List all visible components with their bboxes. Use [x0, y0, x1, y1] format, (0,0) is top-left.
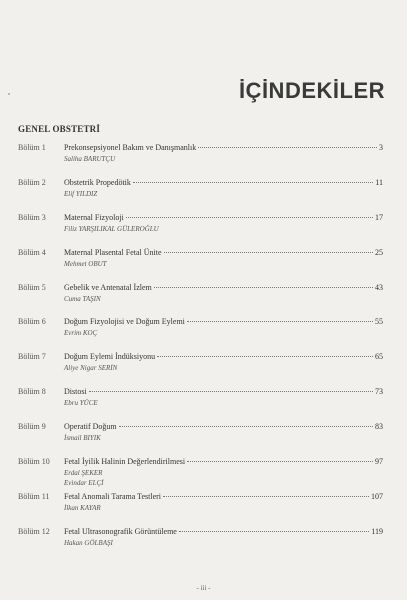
author-list	[64, 468, 103, 488]
chapter-title: Prekonsepsiyonel Bakım ve Danışmanlık	[64, 143, 197, 152]
page-number: 97	[375, 457, 383, 467]
page-number: 11	[375, 177, 383, 187]
toc-entry	[18, 527, 383, 562]
author-name: Evrim KOÇ	[64, 329, 98, 338]
dot-leader	[154, 287, 373, 288]
chapter-label: Bölüm 6	[18, 317, 46, 327]
author-name: Erdal ŞEKER	[64, 469, 103, 478]
author-list	[64, 224, 159, 234]
toc-entry	[18, 283, 383, 318]
dot-leader	[133, 182, 373, 183]
chapter-label: Bölüm 7	[18, 352, 46, 362]
dot-leader	[89, 391, 373, 392]
dot-leader	[187, 461, 373, 462]
chapter-title: Fetal Ultrasonografik Görüntüleme	[64, 526, 177, 536]
toc-entry	[18, 352, 383, 387]
toc-entry	[18, 457, 383, 492]
section-title: GENEL OBSTETRİ	[18, 124, 101, 134]
chapter-label: Bölüm 4	[18, 247, 46, 257]
dot-leader	[198, 147, 377, 148]
page-number: 43	[375, 282, 383, 292]
dot-leader	[157, 356, 373, 357]
author-list	[64, 189, 97, 199]
author-name: İsmail BIYIK	[64, 434, 101, 443]
page-number: 17	[375, 212, 383, 222]
page-number: 25	[375, 247, 383, 257]
page-number: 65	[375, 352, 383, 362]
page-title: İÇİNDEKİLER	[238, 78, 385, 103]
author-name: Elif YILDIZ	[64, 189, 98, 198]
chapter-label: Bölüm 10	[18, 457, 50, 467]
page-number-footer: - iii -	[196, 584, 211, 592]
chapter-label: Bölüm 9	[18, 422, 46, 432]
dot-leader	[163, 496, 369, 497]
dot-leader	[126, 217, 373, 218]
toc-line	[64, 387, 383, 396]
chapter-title: Operatif Doğum	[64, 422, 117, 432]
chapter-title: Doğum Eylemi İndüksiyonu	[64, 352, 156, 362]
toc-line	[64, 213, 383, 222]
toc-line	[64, 492, 383, 501]
scan-speck	[8, 93, 10, 95]
toc-line	[64, 352, 383, 361]
page-number: 55	[375, 317, 383, 327]
chapter-label: Bölüm 3	[18, 212, 46, 222]
toc-line	[64, 178, 383, 187]
toc-line	[64, 457, 383, 466]
chapter-title: Distosi	[64, 387, 87, 397]
author-name: Hakan GÖLBAŞI	[64, 538, 113, 547]
dot-leader	[179, 531, 369, 532]
toc-line	[64, 248, 383, 257]
page-number: 73	[375, 387, 383, 397]
author-list	[64, 259, 107, 269]
author-list	[64, 328, 97, 338]
toc-line	[64, 527, 383, 536]
author-name: Evindar ELÇİ	[64, 479, 104, 488]
author-list	[64, 538, 113, 548]
author-name: Ebru YÜCE	[64, 399, 98, 408]
author-name: Aliye Nigar SERİN	[64, 364, 118, 373]
chapter-label: Bölüm 12	[18, 526, 50, 536]
dot-leader	[164, 252, 373, 253]
chapter-title: Gebelik ve Antenatal İzlem	[64, 282, 152, 292]
toc-entry	[18, 317, 383, 352]
chapter-label: Bölüm 5	[18, 282, 46, 292]
chapter-label: Bölüm 2	[18, 177, 46, 187]
page-number: 3	[379, 143, 383, 152]
chapter-title: Fetal Anomali Tarama Testleri	[64, 491, 162, 501]
chapter-title: Obstetrik Propedötik	[64, 177, 131, 187]
chapter-title: Fetal İyilik Halinin Değerlendirilmesi	[64, 457, 186, 467]
page-number: 107	[371, 491, 383, 501]
dot-leader	[187, 321, 373, 322]
page-number: 119	[371, 526, 383, 536]
toc-entry	[18, 248, 383, 283]
toc-entry	[18, 492, 383, 527]
dot-leader	[119, 426, 373, 427]
author-name: Filiz YARŞILIKAL GÜLEROĞLU	[64, 224, 159, 233]
author-list	[64, 398, 98, 408]
author-name: Cuma TAŞIN	[64, 294, 101, 303]
chapter-label: Bölüm 1	[18, 143, 46, 152]
toc-entry	[18, 387, 383, 422]
author-list	[64, 294, 101, 304]
toc-line	[64, 143, 383, 152]
chapter-title: Doğum Fizyolojisi ve Doğum Eylemi	[64, 317, 185, 327]
toc-entry	[18, 143, 383, 178]
toc-line	[64, 283, 383, 292]
chapter-label: Bölüm 11	[18, 491, 50, 501]
toc-entry	[18, 178, 383, 213]
author-list	[64, 503, 101, 513]
page-number: 83	[375, 422, 383, 432]
author-name: İlkan KAYAR	[64, 503, 101, 512]
author-list	[64, 363, 117, 373]
chapter-title: Maternal Plasental Fetal Ünite	[64, 247, 162, 257]
author-name: Saliha BARUTÇU	[64, 155, 116, 163]
chapter-title: Maternal Fizyoloji	[64, 212, 124, 222]
toc-line	[64, 422, 383, 431]
table-of-contents	[18, 143, 383, 562]
author-list	[64, 433, 101, 443]
author-name: Mehmet OBUT	[64, 259, 107, 268]
toc-entry	[18, 213, 383, 248]
toc-entry	[18, 422, 383, 457]
toc-line	[64, 317, 383, 326]
chapter-label: Bölüm 8	[18, 387, 46, 397]
author-list	[64, 154, 115, 164]
